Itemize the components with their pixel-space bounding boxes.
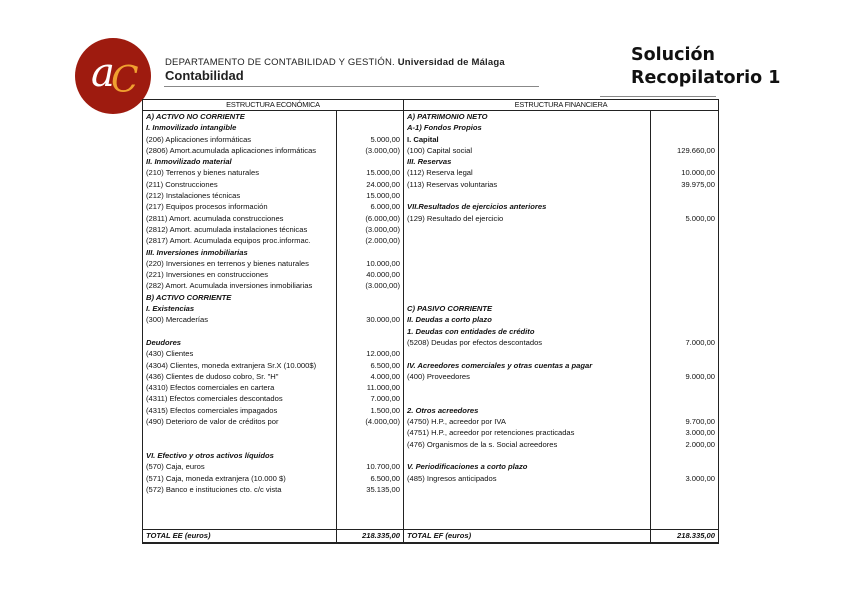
right-amount-cell: 9.000,00 (651, 371, 719, 382)
left-amount-cell (337, 337, 404, 348)
right-amount-cell (651, 382, 719, 393)
right-amount-cell (651, 348, 719, 359)
right-amount-cell: 7.000,00 (651, 337, 719, 348)
left-account-cell: (572) Banco e instituciones cto. c/c vista (143, 484, 337, 495)
right-amount-cell (651, 235, 719, 246)
table-row (143, 371, 719, 382)
right-account-cell (404, 224, 651, 235)
left-amount-cell: (3.000,00) (337, 280, 404, 291)
left-account-cell (143, 427, 337, 438)
left-account-cell: I. Existencias (143, 303, 337, 314)
left-amount-cell: 6.500,00 (337, 473, 404, 484)
left-amount-cell: 6.000,00 (337, 201, 404, 212)
table-row (143, 167, 719, 178)
left-amount-cell (337, 122, 404, 133)
left-account-cell: (4311) Efectos comerciales descontados (143, 393, 337, 404)
left-account-cell (143, 326, 337, 337)
right-amount-cell: 39.975,00 (651, 179, 719, 190)
left-account-cell: II. Inmovilizado material (143, 156, 337, 167)
left-amount-cell (337, 292, 404, 303)
left-amount-cell: 11.000,00 (337, 382, 404, 393)
right-amount-cell (651, 292, 719, 303)
right-account-cell: I. Capital (404, 134, 651, 145)
right-account-cell: (100) Capital social (404, 145, 651, 156)
table-row (143, 461, 719, 472)
left-account-cell (143, 439, 337, 450)
right-amount-cell (651, 314, 719, 325)
left-amount-cell (337, 427, 404, 438)
table-row (143, 179, 719, 190)
right-amount-cell (651, 450, 719, 461)
table-row (143, 506, 719, 517)
left-account-cell: A) ACTIVO NO CORRIENTE (143, 111, 337, 123)
right-account-cell: III. Reservas (404, 156, 651, 167)
right-account-cell: VII.Resultados de ejercicios anteriores (404, 201, 651, 212)
left-account-cell (143, 495, 337, 506)
table-row (143, 450, 719, 461)
table-row (143, 382, 719, 393)
right-account-cell (404, 258, 651, 269)
table-row (143, 235, 719, 246)
right-account-cell: (5208) Deudas por efectos descontados (404, 337, 651, 348)
table-row (143, 518, 719, 530)
right-account-cell: C) PASIVO CORRIENTE (404, 303, 651, 314)
right-account-cell (404, 292, 651, 303)
right-amount-cell (651, 280, 719, 291)
left-amount-cell (337, 326, 404, 337)
left-account-cell: (2812) Amort. acumulada instalaciones técnicas (143, 224, 337, 235)
table-row (143, 111, 719, 123)
department-label: DEPARTAMENTO DE CONTABILIDAD Y GESTIÓN. (165, 57, 395, 68)
left-amount-cell: 12.000,00 (337, 348, 404, 359)
right-amount-cell: 3.000,00 (651, 473, 719, 484)
right-amount-cell (651, 247, 719, 258)
right-account-cell: (112) Reserva legal (404, 167, 651, 178)
right-account-cell (404, 506, 651, 517)
right-account-cell: (4750) H.P., acreedor por IVA (404, 416, 651, 427)
right-account-cell: 2. Otros acreedores (404, 405, 651, 416)
table-row (143, 314, 719, 325)
table-row (143, 427, 719, 438)
left-amount-cell: 10.000,00 (337, 258, 404, 269)
right-account-cell: A) PATRIMONIO NETO (404, 111, 651, 123)
left-account-cell: III. Inversiones inmobiliarias (143, 247, 337, 258)
right-account-cell: 1. Deudas con entidades de crédito (404, 326, 651, 337)
left-account-cell: B) ACTIVO CORRIENTE (143, 292, 337, 303)
title-divider (600, 96, 716, 97)
department-name (165, 57, 505, 68)
right-amount-cell (651, 518, 719, 530)
left-amount-cell: 6.500,00 (337, 360, 404, 371)
right-account-cell (404, 235, 651, 246)
right-amount-cell (651, 201, 719, 212)
right-account-cell (404, 348, 651, 359)
right-account-cell: (476) Organismos de la s. Social acreedores (404, 439, 651, 450)
right-account-cell (404, 280, 651, 291)
left-account-cell: (4310) Efectos comerciales en cartera (143, 382, 337, 393)
right-amount-cell: 10.000,00 (651, 167, 719, 178)
left-account-cell: (220) Inversiones en terrenos y bienes naturales (143, 258, 337, 269)
total-left-label: TOTAL EE (euros) (143, 529, 337, 543)
subject-title: Contabilidad (165, 68, 244, 83)
left-account-cell: (210) Terrenos y bienes naturales (143, 167, 337, 178)
left-amount-cell: (4.000,00) (337, 416, 404, 427)
right-amount-cell (651, 326, 719, 337)
right-amount-cell (651, 393, 719, 404)
right-amount-cell (651, 495, 719, 506)
left-amount-cell: 40.000,00 (337, 269, 404, 280)
total-row (143, 529, 719, 543)
left-amount-cell (337, 439, 404, 450)
table-row (143, 473, 719, 484)
left-account-cell: (2817) Amort. Acumulada equipos proc.informac. (143, 235, 337, 246)
header-financial-structure: ESTRUCTURA FINANCIERA (404, 100, 719, 111)
left-account-cell (143, 506, 337, 517)
right-amount-cell (651, 156, 719, 167)
left-amount-cell (337, 111, 404, 123)
left-account-cell: (2811) Amort. acumulada construcciones (143, 213, 337, 224)
left-amount-cell (337, 518, 404, 530)
left-account-cell: I. Inmovilizado intangible (143, 122, 337, 133)
title-line-2: Recopilatorio 1 (631, 68, 781, 88)
table-row (143, 247, 719, 258)
left-amount-cell (337, 495, 404, 506)
right-amount-cell (651, 269, 719, 280)
right-account-cell (404, 269, 651, 280)
title-line-1: Solución (631, 45, 715, 65)
right-amount-cell (651, 461, 719, 472)
left-amount-cell (337, 247, 404, 258)
left-amount-cell: (3.000,00) (337, 224, 404, 235)
left-amount-cell: (6.000,00) (337, 213, 404, 224)
right-account-cell (404, 247, 651, 258)
left-account-cell: (436) Clientes de dudoso cobro, Sr. "H" (143, 371, 337, 382)
table-row (143, 122, 719, 133)
logo-letter-a: a (91, 50, 115, 96)
left-account-cell: (221) Inversiones en construcciones (143, 269, 337, 280)
left-amount-cell: 1.500,00 (337, 405, 404, 416)
left-account-cell: (571) Caja, moneda extranjera (10.000 $) (143, 473, 337, 484)
right-amount-cell: 2.000,00 (651, 439, 719, 450)
right-amount-cell (651, 224, 719, 235)
right-amount-cell (651, 303, 719, 314)
table-row (143, 326, 719, 337)
right-account-cell (404, 382, 651, 393)
table-row (143, 269, 719, 280)
right-amount-cell: 129.660,00 (651, 145, 719, 156)
left-amount-cell: 4.000,00 (337, 371, 404, 382)
table-row (143, 224, 719, 235)
left-account-cell: (4315) Efectos comerciales impagados (143, 405, 337, 416)
left-amount-cell (337, 450, 404, 461)
right-account-cell: A-1) Fondos Propios (404, 122, 651, 133)
right-amount-cell (651, 484, 719, 495)
right-amount-cell (651, 190, 719, 201)
table-row (143, 145, 719, 156)
left-account-cell: (212) Instalaciones técnicas (143, 190, 337, 201)
table-row (143, 201, 719, 212)
left-amount-cell: (3.000,00) (337, 145, 404, 156)
left-account-cell: (211) Construcciones (143, 179, 337, 190)
table-row (143, 134, 719, 145)
right-account-cell (404, 484, 651, 495)
department-logo (75, 38, 151, 114)
left-amount-cell: 15.000,00 (337, 190, 404, 201)
table-row (143, 303, 719, 314)
table-row (143, 348, 719, 359)
table-row (143, 405, 719, 416)
left-account-cell: (570) Caja, euros (143, 461, 337, 472)
university-label: Universidad de Málaga (397, 57, 505, 68)
right-amount-cell (651, 258, 719, 269)
left-account-cell: (300) Mercaderías (143, 314, 337, 325)
right-amount-cell (651, 134, 719, 145)
right-account-cell: (113) Reservas voluntarias (404, 179, 651, 190)
right-account-cell (404, 450, 651, 461)
table-row (143, 360, 719, 371)
table-row (143, 190, 719, 201)
right-account-cell: (400) Proveedores (404, 371, 651, 382)
left-account-cell: (2806) Amort.acumulada aplicaciones informáticas (143, 145, 337, 156)
page-title (631, 44, 780, 90)
left-amount-cell (337, 156, 404, 167)
right-account-cell: II. Deudas a corto plazo (404, 314, 651, 325)
table-row (143, 258, 719, 269)
right-amount-cell (651, 506, 719, 517)
left-amount-cell: (2.000,00) (337, 235, 404, 246)
right-amount-cell: 3.000,00 (651, 427, 719, 438)
table-row (143, 393, 719, 404)
left-account-cell: (430) Clientes (143, 348, 337, 359)
left-account-cell: (490) Deterioro de valor de créditos por (143, 416, 337, 427)
right-account-cell: (4751) H.P., acreedor por retenciones practicadas (404, 427, 651, 438)
right-amount-cell (651, 405, 719, 416)
table-row (143, 156, 719, 167)
left-amount-cell: 10.700,00 (337, 461, 404, 472)
total-left-value: 218.335,00 (337, 529, 404, 543)
right-amount-cell (651, 111, 719, 123)
balance-sheet-table (142, 99, 719, 544)
right-account-cell: (485) Ingresos anticipados (404, 473, 651, 484)
table-row (143, 292, 719, 303)
header-divider (164, 86, 539, 87)
right-account-cell: V. Periodificaciones a corto plazo (404, 461, 651, 472)
left-amount-cell: 5.000,00 (337, 134, 404, 145)
total-right-label: TOTAL EF (euros) (404, 529, 651, 543)
right-amount-cell (651, 360, 719, 371)
table-row (143, 337, 719, 348)
table-header-row (143, 100, 719, 111)
right-account-cell: IV. Acreedores comerciales y otras cuentas a pagar (404, 360, 651, 371)
table-row (143, 495, 719, 506)
left-account-cell: (282) Amort. Acumulada inversiones inmobiliarias (143, 280, 337, 291)
table-row (143, 280, 719, 291)
left-account-cell: (4304) Clientes, moneda extranjera Sr.X (10.000$) (143, 360, 337, 371)
right-account-cell (404, 393, 651, 404)
right-account-cell (404, 190, 651, 201)
left-amount-cell: 7.000,00 (337, 393, 404, 404)
table-row (143, 439, 719, 450)
header-economic-structure: ESTRUCTURA ECONÓMICA (143, 100, 404, 111)
right-account-cell: (129) Resultado del ejercicio (404, 213, 651, 224)
left-account-cell: Deudores (143, 337, 337, 348)
left-account-cell: (217) Equipos procesos información (143, 201, 337, 212)
left-amount-cell: 24.000,00 (337, 179, 404, 190)
table-row (143, 484, 719, 495)
right-amount-cell: 5.000,00 (651, 213, 719, 224)
right-amount-cell: 9.700,00 (651, 416, 719, 427)
table-row (143, 416, 719, 427)
left-account-cell (143, 518, 337, 530)
left-amount-cell: 35.135,00 (337, 484, 404, 495)
left-amount-cell: 30.000,00 (337, 314, 404, 325)
left-account-cell: (206) Aplicaciones informáticas (143, 134, 337, 145)
left-amount-cell: 15.000,00 (337, 167, 404, 178)
total-right-value: 218.335,00 (651, 529, 719, 543)
table-row (143, 213, 719, 224)
left-amount-cell (337, 506, 404, 517)
right-amount-cell (651, 122, 719, 133)
left-amount-cell (337, 303, 404, 314)
right-account-cell (404, 518, 651, 530)
logo-letter-c: C (111, 60, 139, 101)
right-account-cell (404, 495, 651, 506)
left-account-cell: VI. Efectivo y otros activos líquidos (143, 450, 337, 461)
